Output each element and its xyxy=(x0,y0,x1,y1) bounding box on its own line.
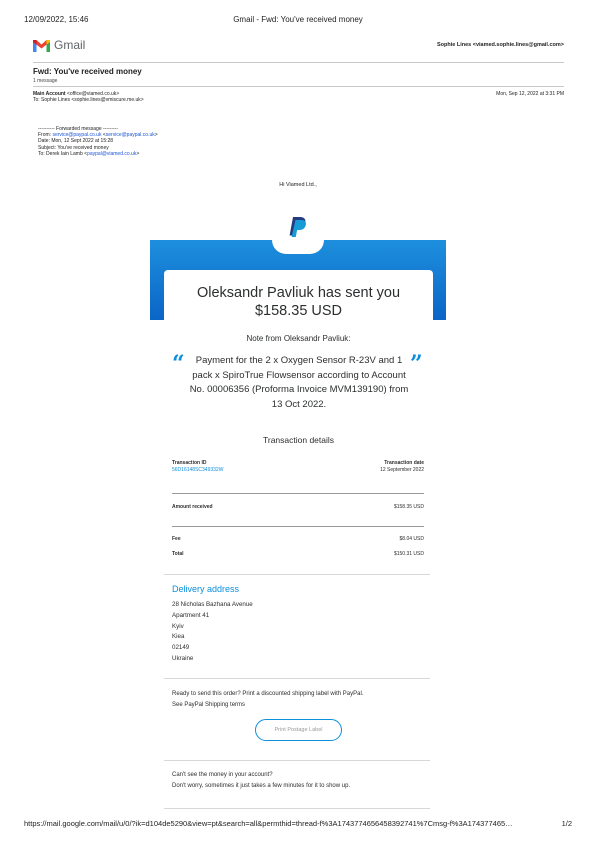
gmail-logo xyxy=(33,38,85,52)
recipient-line: To: Sophie Lines <sophie.lines@vmiscure.me.uk> xyxy=(33,97,144,103)
address-line: 28 Nicholas Bazhana Avenue xyxy=(172,601,253,608)
banner-notch xyxy=(272,240,324,254)
shipping-terms-link[interactable]: See PayPal Shipping terms xyxy=(172,701,246,708)
shipping-info xyxy=(172,689,363,710)
address-line: 02149 xyxy=(172,644,190,652)
close-quote-icon: ” xyxy=(410,351,423,377)
thread-subject: Fwd: You've received money xyxy=(33,67,142,76)
transaction-date-label: Transaction date xyxy=(384,460,424,466)
money-help-question: Can't see the money in your account? xyxy=(172,772,273,778)
gmail-envelope-icon xyxy=(33,39,50,52)
message-date: Mon, Sep 12, 2022 at 3:31 PM xyxy=(496,91,564,97)
fee-value: $8.04 USD xyxy=(399,536,424,542)
print-url: https://mail.google.com/mail/u/0/?ik=d104de5290&view=pt&search=all&permthid=thread-f%3A1743774656458392741%7Cmsg-f%3A174377465… xyxy=(24,819,513,828)
sender-email[interactable]: <office@viamed.co.uk> xyxy=(66,91,120,97)
delivery-divider xyxy=(164,574,430,575)
address-line: Apartment 41 xyxy=(172,611,210,619)
forward-separator: ---------- Forwarded message --------- xyxy=(38,126,118,132)
gmail-wordmark: Gmail xyxy=(54,38,86,52)
forward-from: From: service@paypal.co.uk <service@paypal.co.uk> xyxy=(38,132,158,139)
bottom-divider xyxy=(164,808,430,809)
headline-sender: Oleksandr Pavliuk has sent you xyxy=(196,285,401,301)
money-help-answer: Don't worry, sometimes it just takes a few minutes for it to show up. xyxy=(172,782,351,789)
print-postage-label-button[interactable]: Print Postage Label xyxy=(255,719,342,741)
fee-label: Fee xyxy=(172,536,181,542)
headline-amount: $158.35 USD xyxy=(254,303,343,319)
payment-headline xyxy=(164,284,433,320)
delivery-address xyxy=(172,600,253,665)
forward-subject: Subject: You've received money xyxy=(38,144,109,151)
forward-to-link[interactable]: paypal@viamed.co.uk xyxy=(87,150,137,157)
transaction-details-title: Transaction details xyxy=(262,435,335,445)
forward-from-link[interactable]: service@paypal.co.uk xyxy=(52,132,102,139)
forward-to: To: Derek Iain Lamb <paypal@viamed.co.uk> xyxy=(38,150,140,157)
transaction-id-link[interactable]: 56D16148SC349332W xyxy=(172,467,224,473)
forward-from-link-2[interactable]: service@paypal.co.uk xyxy=(105,132,155,139)
money-help xyxy=(172,770,350,791)
message-count: 1 message xyxy=(33,78,58,84)
note-from-label: Note from Oleksandr Pavliuk: xyxy=(246,334,351,343)
open-quote-icon: “ xyxy=(172,351,185,377)
print-datetime: 12/09/2022, 15:46 xyxy=(24,15,89,24)
amount-divider xyxy=(172,493,424,494)
page-number: 1/2 xyxy=(561,819,572,828)
account-email: Sophie Lines <viamed.sophie.lines@gmail.com> xyxy=(436,42,564,48)
amount-received-value: $158.35 USD xyxy=(393,504,424,510)
money-divider xyxy=(164,760,430,761)
subject-divider xyxy=(33,86,564,87)
forwarded-header xyxy=(38,126,158,157)
forward-date: Date: Mon, 12 Sept 2022 at 15:28 xyxy=(38,138,114,145)
sender-name: Main Account xyxy=(33,91,66,97)
payment-note: Payment for the 2 x Oxygen Sensor R-23V and 1 pack x SpiroTrue Flowsensor according to Account No. 00006356 (Proforma Invoice MVM139190) from 13 Oct 2022. xyxy=(189,355,409,410)
delivery-address-title: Delivery address xyxy=(172,584,240,594)
transaction-date-value: 12 September 2022 xyxy=(380,467,424,473)
total-value: $150.31 USD xyxy=(393,551,424,557)
address-line: Kiea xyxy=(172,633,185,641)
print-page-title: Gmail - Fwd: You've received money xyxy=(233,15,363,24)
transaction-id-label: Transaction ID xyxy=(172,460,207,466)
shipping-prompt: Ready to send this order? Print a discounted shipping label with PayPal. xyxy=(172,691,364,697)
header-divider xyxy=(33,62,564,63)
amount-received-label: Amount received xyxy=(172,504,213,510)
address-line: Ukraine xyxy=(172,654,194,662)
shipping-divider xyxy=(164,678,430,679)
total-label: Total xyxy=(172,551,184,557)
greeting: Hi Viamed Ltd., xyxy=(279,182,317,188)
fee-divider xyxy=(172,526,424,527)
address-line: Kyiv xyxy=(172,622,184,630)
paypal-logo-icon xyxy=(283,216,313,243)
